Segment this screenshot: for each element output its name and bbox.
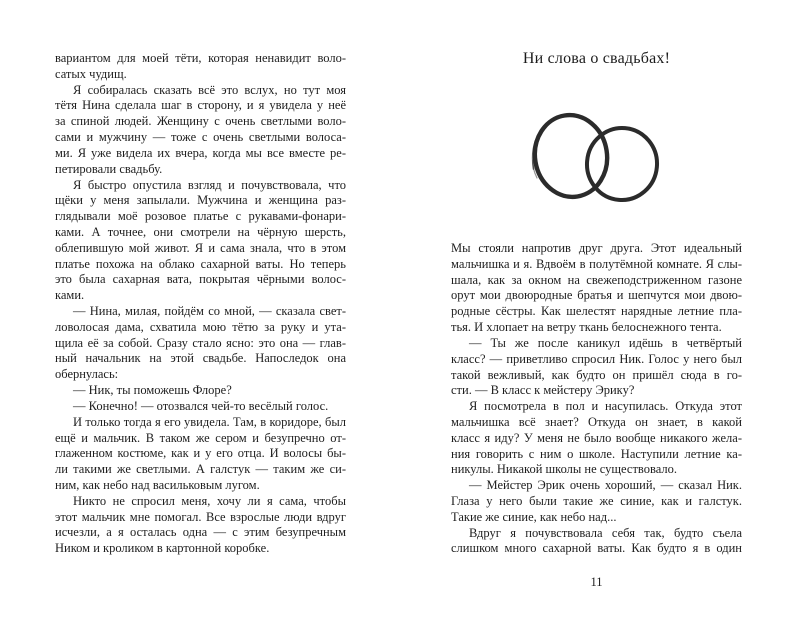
- text-line: это была сахарная вата, покрытая чёрными волос-: [55, 272, 346, 287]
- text-line: Я посмотрела в пол и насупилась. Откуда этот: [469, 399, 742, 414]
- text-line: шала, как за окном на свежеподстриженном газоне: [451, 272, 742, 287]
- text-line: слишком много сахарной ваты. Как будто я в один: [451, 541, 742, 556]
- text-line: этот мальчик мне помогал. Все взрослые люди вдруг: [55, 509, 346, 524]
- text-line: петировали свадьбу.: [55, 161, 163, 176]
- left-page: [55, 51, 346, 557]
- text-line: орут мои двоюродные братья и шепчутся мои двою-: [451, 288, 742, 303]
- chapter-title: Ни слова о свадьбах!: [522, 50, 671, 67]
- text-line: Ником и кроликом в картонной коробке.: [55, 541, 270, 556]
- text-line: исчезли, а я осталась одна — с этим безупречным: [55, 525, 346, 540]
- text-line: ещё и мальчик. В таком же сером и безупречно от-: [55, 430, 346, 445]
- text-line: никулы. Никакой школы не существовало.: [451, 462, 677, 477]
- text-line: обернулась:: [55, 367, 119, 382]
- rings-sketch-svg: [525, 108, 670, 208]
- text-line: И только тогда я его увидела. Там, в коридоре, был: [73, 414, 346, 429]
- text-line: щила её за собой. Сразу стало ясно: это она — глав-: [55, 335, 346, 350]
- right-page: [451, 0, 742, 631]
- right-page-text: [451, 241, 742, 557]
- text-line: ми. Я уже видела их вчера, когда мы все вместе ре-: [55, 145, 346, 160]
- text-line: сами и мужчину — тоже с очень светлыми волоса-: [55, 130, 346, 145]
- text-line: вариантом для моей тёти, которая ненавидит воло-: [55, 51, 346, 65]
- text-line: Никто не спросил меня, хочу ли я сама, чтобы: [73, 493, 346, 508]
- text-line: Глаза у него были такие же синие, как и галстук.: [451, 494, 742, 508]
- text-line: ним, как небо над васильковым лугом.: [55, 477, 260, 492]
- text-line: ли такими же светлыми. А галстук — таким же си-: [55, 462, 346, 477]
- text-line: мальчишка всё знает? Откуда он знает, в какой: [451, 414, 742, 429]
- text-line: Мы стояли напротив друг друга. Этот идеальный: [451, 241, 742, 255]
- text-line: Я собиралась сказать всё это вслух, но тут моя: [73, 82, 346, 97]
- text-line: ный начальник на этой свадьбе. Напоследок она: [55, 351, 346, 366]
- text-line: ками.: [55, 288, 85, 303]
- text-line: Такие же синие, как небо над...: [451, 509, 617, 524]
- text-line: класс? — приветливо спросил Ник. Голос у него был: [451, 351, 742, 366]
- text-line: мальчишка и я. Вдвоём в полутёмной комнате. Я слы-: [451, 256, 742, 271]
- text-line: такой вежливый, как будто он пришёл сюда в го-: [451, 367, 742, 382]
- interlocked-rings-icon: [525, 108, 670, 208]
- left-page-text: [55, 51, 346, 557]
- text-line: Я быстро опустила взгляд и почувствовала, что: [73, 177, 346, 192]
- text-line: — Ты же после каникул идёшь в четвёртый: [469, 335, 742, 350]
- text-line: — Ник, ты поможешь Флоре?: [73, 383, 232, 398]
- text-line: сатых чудищ.: [55, 66, 127, 81]
- text-line: — Конечно! — отозвался чей-то весёлый голос.: [73, 398, 329, 413]
- text-line: ловолосая дама, схватила мою тётю за руку и ута-: [55, 319, 346, 334]
- text-line: глядывали моё розовое платье с рукавами-фонари-: [55, 209, 346, 224]
- text-line: глаженном костюме, как и у его отца. И волосы бы-: [55, 446, 346, 461]
- text-line: сти. — В класс к мейстеру Эрику?: [451, 383, 635, 398]
- page-number: 11: [590, 575, 603, 589]
- text-line: — Нина, милая, пойдём со мной, — сказала свет-: [73, 304, 346, 318]
- text-line: ния говорить с ним о школе. Наступили летние ка-: [451, 446, 742, 461]
- text-line: класс я иду? У меня не было вообще никакого жела-: [451, 430, 742, 445]
- text-line: тётя Нина сделала шаг в сторону, и я увидела у неё: [55, 98, 346, 113]
- text-line: платье похожа на облако сахарной ваты. Но теперь: [55, 256, 346, 271]
- text-line: тья. И хлопает на ветру ткань белоснежного тента.: [451, 320, 722, 335]
- text-line: — Мейстер Эрик очень хороший, — сказал Ник.: [469, 478, 742, 493]
- text-line: родные сёстры. Как шелестят нарядные летние пла-: [451, 304, 742, 319]
- text-line: за спиной людей. Женщину с очень светлыми воло-: [55, 114, 346, 129]
- text-line: облепившую мой живот. Я и сама знала, что в этом: [55, 240, 346, 255]
- text-line: ками. А точнее, они смотрели на чёрную шерсть,: [55, 224, 346, 239]
- text-line: щёки у меня запылали. Мужчина и женщина раз-: [55, 193, 346, 208]
- text-line: Вдруг я почувствовала себя так, будто съела: [469, 525, 742, 540]
